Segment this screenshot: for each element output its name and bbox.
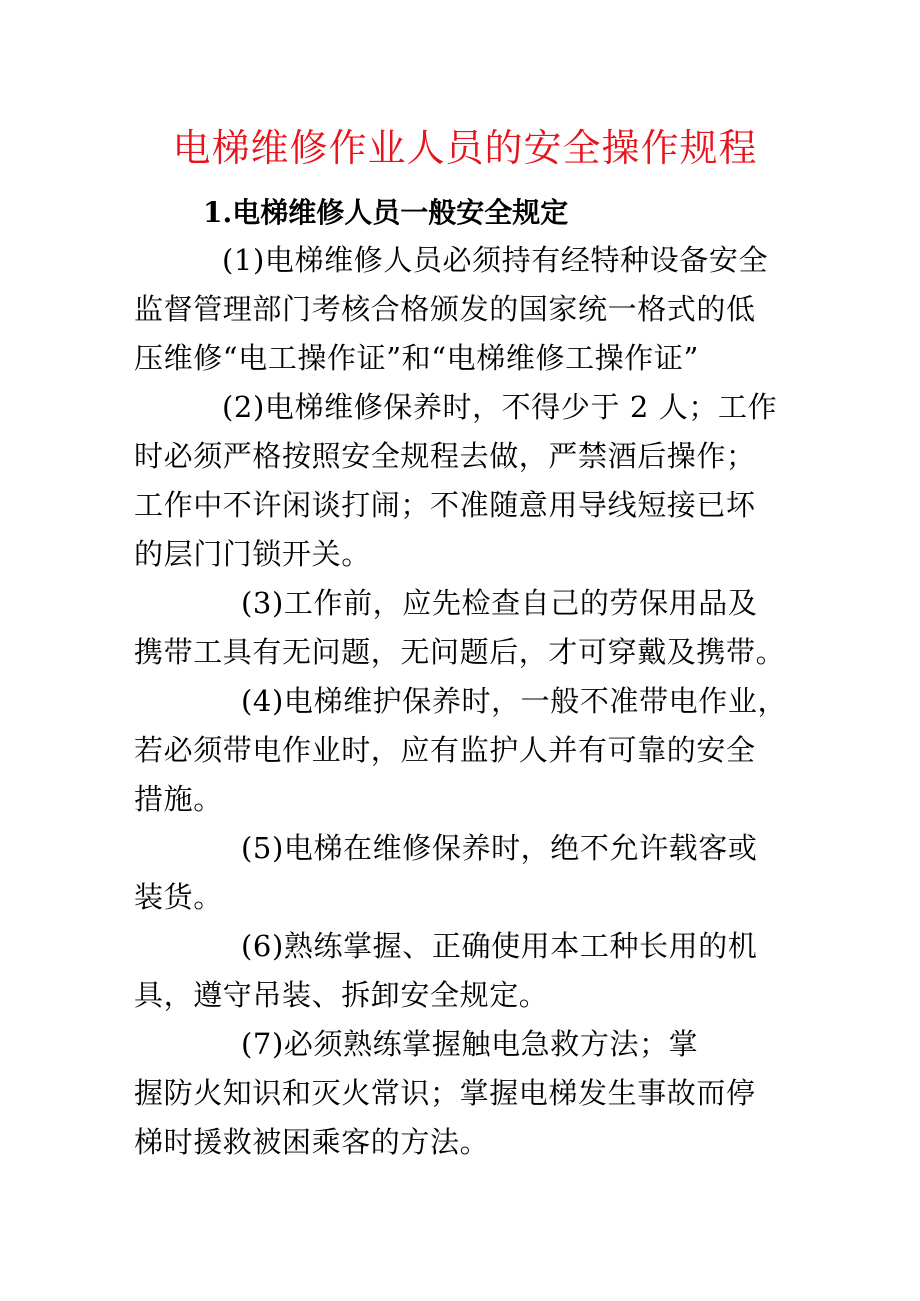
paragraph-5-line-2: 装货。 xyxy=(134,880,223,914)
paragraph-5-line-1: (5)电梯在维修保养时，绝不允许载客或 xyxy=(241,831,758,865)
paragraph-1-line-1: (1)电梯维修人员必须持有经特种设备安全 xyxy=(222,243,769,277)
section-heading: 1.电梯维修人员一般安全规定 xyxy=(203,196,569,229)
paragraph-4-line-3: 措施。 xyxy=(134,782,223,816)
paragraph-7-line-3: 梯时援救被困乘客的方法。 xyxy=(134,1125,490,1159)
paragraph-7-line-2: 握防火知识和灭火常识；掌握电梯发生事故而停 xyxy=(134,1076,756,1110)
paragraph-2-line-3: 工作中不许闲谈打闹；不准随意用导线短接已坏 xyxy=(134,488,756,522)
paragraph-1-line-2: 监督管理部门考核合格颁发的国家统一格式的低 xyxy=(134,292,756,326)
paragraph-4-line-1: (4)电梯维护保养时，一般不准带电作业， xyxy=(241,684,788,718)
paragraph-2-line-2: 时必须严格按照安全规程去做，严禁酒后操作； xyxy=(134,439,756,473)
paragraph-1-line-3: 压维修“电工操作证”和“电梯维修工操作证” xyxy=(134,341,699,375)
paragraph-2-line-4: 的层门门锁开关。 xyxy=(134,537,371,571)
paragraph-7-line-1: (7)必须熟练掌握触电急救方法；掌 xyxy=(241,1027,699,1061)
paragraph-6-line-1: (6)熟练掌握、正确使用本工种长用的机 xyxy=(241,929,758,963)
paragraph-2-line-1: (2)电梯维修保养时，不得少于 2 人；工作 xyxy=(222,390,778,424)
paragraph-3-line-2: 携带工具有无问题，无问题后，才可穿戴及携带。 xyxy=(134,635,786,669)
paragraph-6-line-2: 具，遵守吊装、拆卸安全规定。 xyxy=(134,978,549,1012)
document-title: 电梯维修作业人员的安全操作规程 xyxy=(172,126,758,170)
paragraph-3-line-1: (3)工作前，应先检查自己的劳保用品及 xyxy=(241,586,758,620)
paragraph-4-line-2: 若必须带电作业时，应有监护人并有可靠的安全 xyxy=(134,733,756,767)
